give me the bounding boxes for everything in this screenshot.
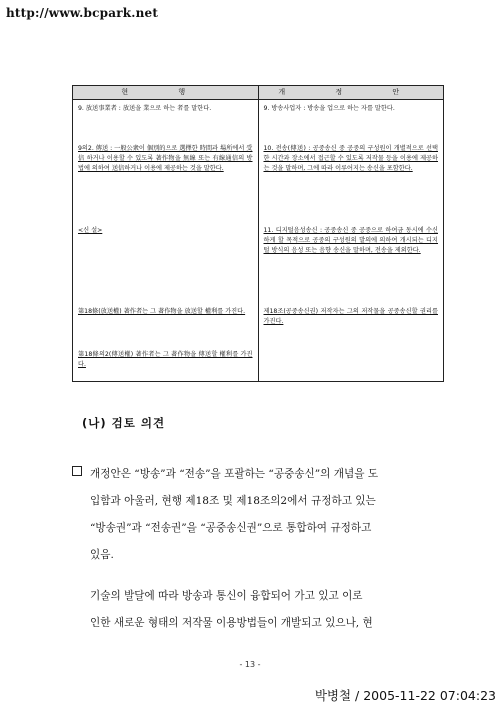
current-item-9: 9. 放送事業者 : 放送을 業으로 하는 者를 말한다. xyxy=(78,105,212,112)
current-article-18: 第18條(放送權) 著作者는 그 著作物을 放送할 權利를 가진다. xyxy=(78,308,246,315)
current-item-9-2: 9의2. 傳送 : 一般公衆이 個別的으로 選擇한 時間과 場所에서 受信 하거나 이용할 수 있도록 著作物을 無線 또는 有線通信의 방법에 의하여 送信하거나 이용에 제공하는 것을 말한다. xyxy=(78,145,253,172)
review-paragraph-2 xyxy=(72,583,444,637)
watermark-url: http://www.bcpark.net xyxy=(6,6,159,20)
current-new-provision: <신 설> xyxy=(78,227,103,234)
proposed-item-9: 9. 방송사업자 : 방송을 업으로 하는 자를 말한다. xyxy=(263,105,395,112)
page-number: - 13 - xyxy=(239,660,261,669)
proposed-article-18: 제18조(공중송신권) 저작자는 그의 저작물을 공중송신할 권리를 가진다. xyxy=(263,308,438,325)
proposed-item-11: 11. 디지털음성송신 : 공중송신 중 공중으로 하여금 동시에 수신하게 할 목적으로 공중의 구성원의 발의에 의하여 개시되는 디지털 방식의 음성 또는 음향 송신을 말하며, 전송을 제외한다. xyxy=(263,227,438,254)
table-header-row xyxy=(73,86,443,100)
table-body xyxy=(73,100,443,381)
section-heading: (나) 검토 의견 xyxy=(82,416,166,430)
paragraph-line: 기술의 발달에 따라 방송과 통신이 융합되어 가고 있고 이로 xyxy=(90,590,363,602)
comparison-table xyxy=(72,85,444,382)
proposed-column xyxy=(258,100,444,381)
paragraph-line: 있음. xyxy=(90,549,114,561)
proposed-item-10: 10. 전송(傳送) : 공중송신 중 공중의 구성원이 개별적으로 선택한 시간과 장소에서 접근할 수 있도록 저작물 등을 이용에 제공하는 것을 말하며, 그에 따라 이루어지는 송신을 포함한다. xyxy=(263,145,438,172)
current-law-column xyxy=(73,100,258,381)
paragraph-line: 입함과 아울러, 현행 제18조 및 제18조의2에서 규정하고 있는 xyxy=(90,495,376,507)
paragraph-line: “방송권”과 “전송권”을 “공중송신권”으로 통합하여 규정하고 xyxy=(90,522,372,534)
paragraph-line: 인한 새로운 형태의 저작물 이용방법들이 개발되고 있으나, 현 xyxy=(90,617,373,629)
paragraph-line: 개정안은 “방송”과 “전송”을 포괄하는 “공중송신”의 개념을 도 xyxy=(90,468,379,480)
footer-stamp: 박병철 / 2005-11-22 07:04:23 xyxy=(314,688,496,703)
header-current-law: 현 행 xyxy=(121,88,210,96)
review-paragraph-1 xyxy=(72,461,444,569)
current-article-18-2: 第18條의2(傳送權) 著作者는 그 著作物을 傳送할 權利를 가진다. xyxy=(78,351,253,368)
header-proposed-amendment: 개 정 안 xyxy=(258,86,444,99)
